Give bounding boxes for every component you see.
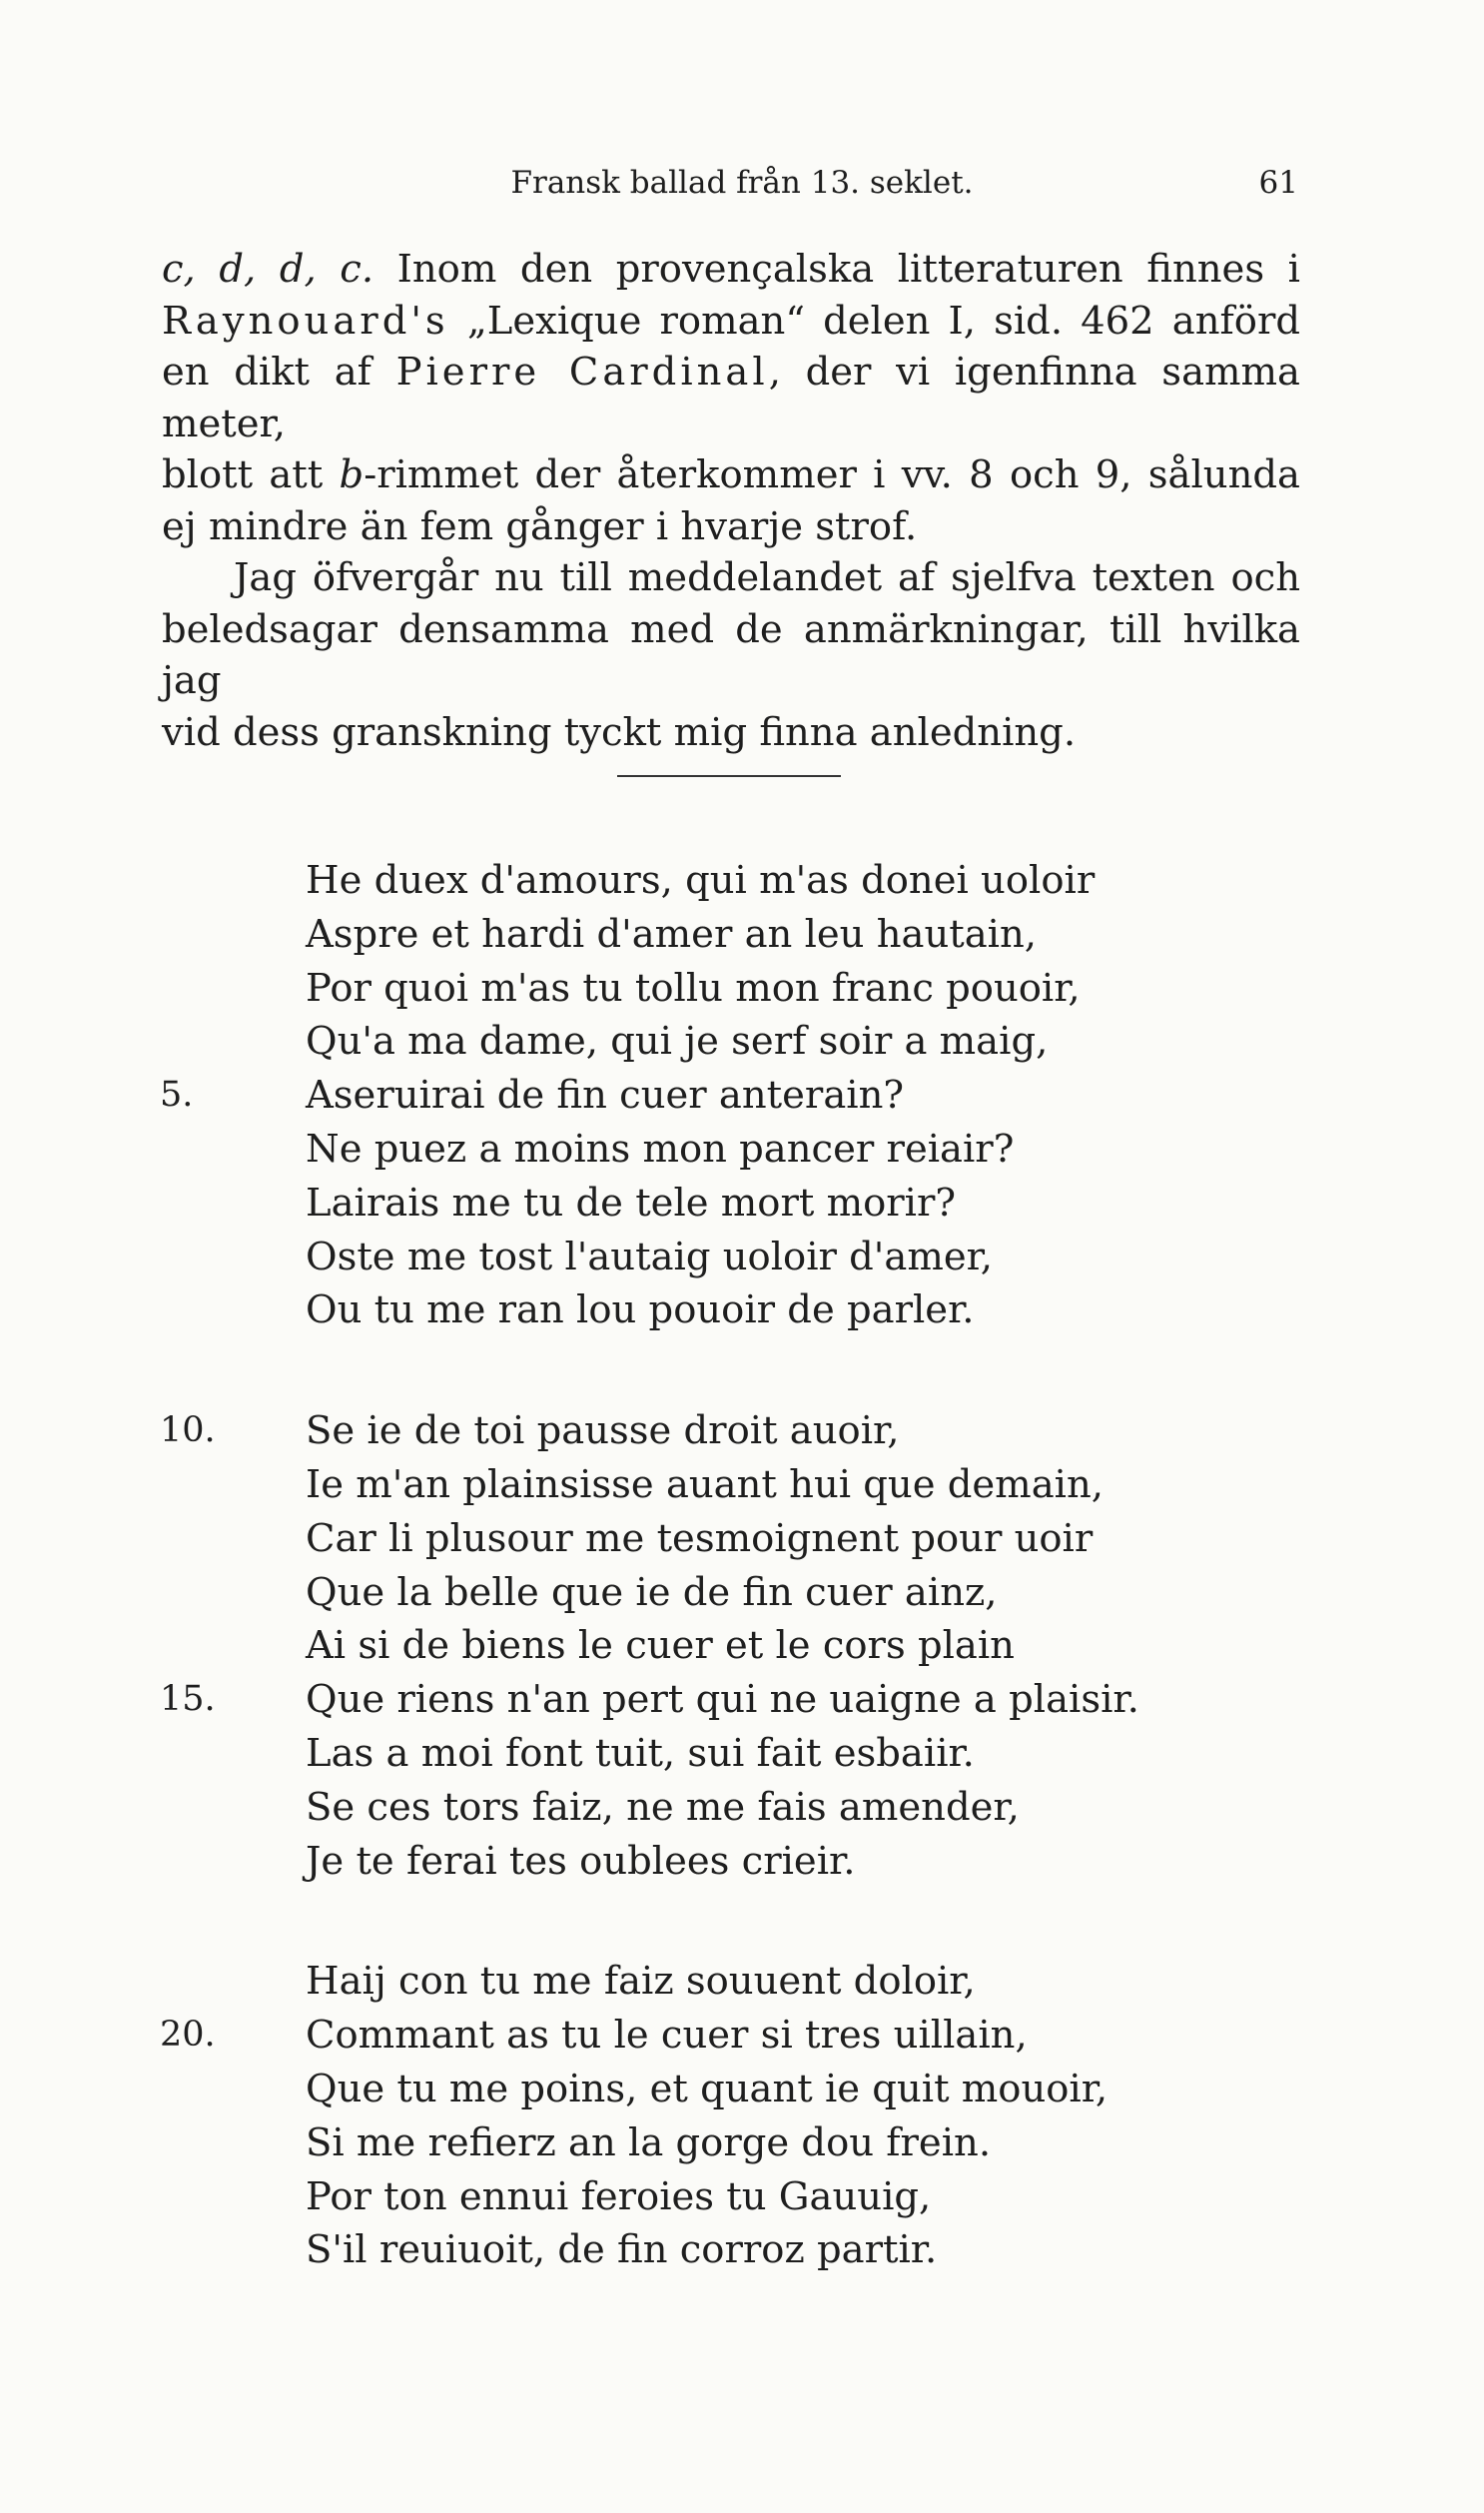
page-number: 61 bbox=[1258, 165, 1298, 201]
author-name: Pierre Cardinal bbox=[395, 350, 769, 395]
verse-line bbox=[0, 1283, 1484, 1337]
verse-text: Por quoi m'as tu tollu mon franc pouoir, bbox=[306, 965, 1081, 1011]
verse-line bbox=[0, 1619, 1484, 1673]
verse-text: Que tu me poins, et quant ie quit mouoir, bbox=[306, 2066, 1109, 2111]
verse-line bbox=[0, 2170, 1484, 2224]
verse-line bbox=[0, 962, 1484, 1016]
verse-line bbox=[0, 1955, 1484, 2009]
prose-text: vid dess granskning tyckt mig finna anledning. bbox=[162, 709, 1077, 755]
prose-line bbox=[162, 347, 1300, 449]
verse-text: Ou tu me ran lou pouoir de parler. bbox=[306, 1287, 975, 1333]
verse-line bbox=[0, 1566, 1484, 1620]
verse-number: 15. bbox=[160, 1679, 216, 1720]
verse-text: Las a moi font tuit, sui fait esbaiir. bbox=[306, 1730, 975, 1776]
verse-line bbox=[0, 2063, 1484, 2116]
verse-number: 20. bbox=[160, 2015, 216, 2056]
rhyme-scheme: c, d, d, c. bbox=[162, 247, 374, 292]
verse-line bbox=[0, 1404, 1484, 1458]
verse-line bbox=[0, 1458, 1484, 1512]
verse-line bbox=[0, 2223, 1484, 2277]
running-head bbox=[0, 165, 1484, 211]
prose-text: blott att bbox=[162, 452, 324, 497]
verse-text: Car li plusour me tesmoignent pour uoir bbox=[306, 1515, 1094, 1561]
prose-text: ej mindre än fem gånger i hvarje strof. bbox=[162, 503, 918, 549]
stanza-1 bbox=[0, 854, 1484, 1337]
section-divider bbox=[617, 775, 841, 777]
verse-line bbox=[0, 1512, 1484, 1566]
verse-text: Aspre et hardi d'amer an leu hautain, bbox=[306, 911, 1038, 957]
verse-number: 10. bbox=[160, 1410, 216, 1451]
stanza-2 bbox=[0, 1404, 1484, 1888]
stanza-3 bbox=[0, 1955, 1484, 2277]
prose-line bbox=[162, 604, 1300, 707]
verse-number: 5. bbox=[160, 1075, 194, 1116]
verse-text: Que riens n'an pert qui ne uaigne a plaisir. bbox=[306, 1677, 1139, 1723]
prose-line bbox=[162, 244, 1300, 296]
rhyme-letter: b bbox=[339, 452, 365, 497]
verse-text: Ie m'an plainsisse auant hui que demain, bbox=[306, 1461, 1104, 1507]
verse-text: Si me refierz an la gorge dou frein. bbox=[306, 2119, 992, 2165]
verse-line bbox=[0, 908, 1484, 962]
running-title: Fransk ballad från 13. seklet. bbox=[510, 165, 974, 201]
verse-line bbox=[0, 1781, 1484, 1835]
verse-line bbox=[0, 1015, 1484, 1069]
author-name: Raynouard's bbox=[162, 298, 449, 344]
prose-text: -rimmet der återkommer i vv. 8 och 9, sålunda bbox=[364, 452, 1300, 497]
verse-line bbox=[0, 854, 1484, 908]
prose-line bbox=[162, 501, 1300, 553]
verse-text: Je te ferai tes oublees crieir. bbox=[306, 1838, 856, 1884]
verse-text: Commant as tu le cuer si tres uillain, bbox=[306, 2013, 1028, 2059]
verse-text: Aseruirai de fin cuer anterain? bbox=[306, 1073, 905, 1119]
prose-line bbox=[162, 296, 1300, 348]
prose-text: „Lexique roman“ delen I, sid. 462 anförd bbox=[466, 298, 1300, 344]
ballad-text bbox=[0, 854, 1484, 2277]
verse-line bbox=[0, 1835, 1484, 1889]
verse-text: Que la belle que ie de fin cuer ainz, bbox=[306, 1569, 998, 1615]
verse-line bbox=[0, 1123, 1484, 1177]
prose-line bbox=[162, 552, 1300, 604]
verse-line bbox=[0, 2116, 1484, 2170]
prose-text: en dikt af bbox=[162, 350, 371, 395]
verse-text: Por ton ennui feroies tu Gauuig, bbox=[306, 2173, 932, 2219]
verse-text: Haij con tu me faiz souuent doloir, bbox=[306, 1959, 976, 2005]
verse-text: Oste me tost l'autaig uoloir d'amer, bbox=[306, 1234, 994, 1279]
verse-line bbox=[0, 2009, 1484, 2063]
prose-line bbox=[162, 707, 1300, 759]
prose-text: Jag öfvergår nu till meddelandet af sjelfva texten och bbox=[234, 555, 1300, 600]
verse-text: Ne puez a moins mon pancer reiair? bbox=[306, 1126, 1015, 1172]
verse-text: He duex d'amours, qui m'as donei uoloir bbox=[306, 858, 1096, 903]
verse-line bbox=[0, 1727, 1484, 1781]
verse-text: S'il reuiuoit, de fin corroz partir. bbox=[306, 2227, 938, 2273]
verse-text: Se ces tors faiz, ne me fais amender, bbox=[306, 1784, 1020, 1830]
prose-text: beledsagar densamma med de anmärkningar, till hvilka jag bbox=[162, 606, 1300, 703]
verse-line bbox=[0, 1069, 1484, 1123]
verse-text: Qu'a ma dame, qui je serf soir a maig, bbox=[306, 1019, 1049, 1065]
verse-text: Lairais me tu de tele mort morir? bbox=[306, 1180, 957, 1226]
prose-body bbox=[162, 244, 1300, 758]
prose-text: , der vi igenfinna samma meter, bbox=[162, 350, 1300, 446]
prose-text: Inom den provençalska litteraturen finnes i bbox=[396, 247, 1300, 292]
verse-line bbox=[0, 1177, 1484, 1231]
prose-line bbox=[162, 449, 1300, 501]
verse-text: Ai si de biens le cuer et le cors plain bbox=[306, 1623, 1015, 1669]
verse-line bbox=[0, 1673, 1484, 1727]
verse-line bbox=[0, 1231, 1484, 1284]
verse-text: Se ie de toi pausse droit auoir, bbox=[306, 1408, 900, 1454]
